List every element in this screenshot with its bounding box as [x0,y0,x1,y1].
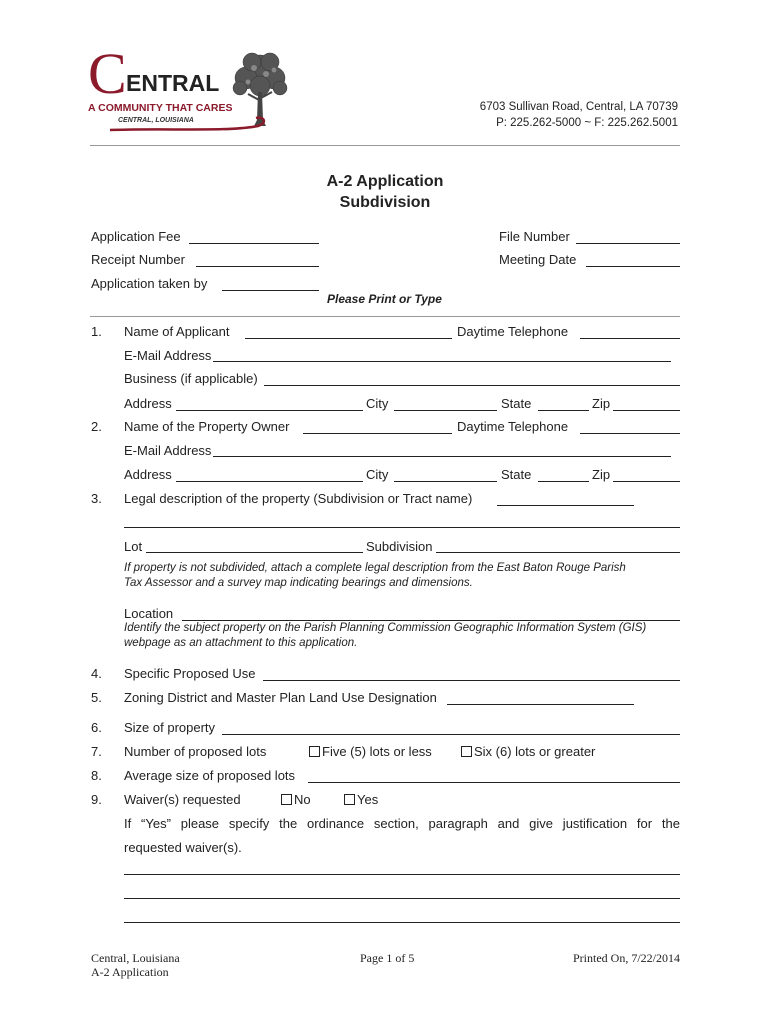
waiver-yes-label: Yes [357,792,379,807]
legal-note-2: Tax Assessor and a survey map indicating bearings and dimensions. [124,577,473,589]
receipt-number-field[interactable] [196,266,319,267]
application-fee-field[interactable] [189,243,319,244]
owner-address-field[interactable] [176,481,363,482]
applicant-city-label: City [366,396,389,411]
applicant-phone-field[interactable] [580,338,680,339]
waiver-justification-line-1[interactable] [124,874,680,875]
waiver-justification-line-3[interactable] [124,922,680,923]
five-lots-label: Five (5) lots or less [322,744,432,759]
owner-zip-field[interactable] [613,481,680,482]
file-number-field[interactable] [576,243,680,244]
footer-page-number: Page 1 of 5 [360,951,415,965]
specific-use-label: Specific Proposed Use [124,666,256,681]
six-lots-label: Six (6) lots or greater [474,744,596,759]
six-lots-option[interactable] [461,744,595,760]
applicant-zip-field[interactable] [613,410,680,411]
footer-printed-on: Printed On, 7/22/2014 [573,951,680,965]
applicant-address-field[interactable] [176,410,363,411]
location-note-2: webpage as an attachment to this application. [124,637,358,649]
owner-state-label: State [501,467,532,482]
item-number: 3. [91,491,102,506]
logo-big-letter: C [88,41,127,106]
waiver-yes-option[interactable] [344,792,378,808]
owner-state-field[interactable] [538,481,589,482]
meeting-date-label: Meeting Date [499,252,577,267]
avg-size-field[interactable] [308,782,680,783]
legal-description-label: Legal description of the property (Subdivision or Tract name) [124,491,473,506]
location-label: Location [124,606,174,621]
num-lots-label: Number of proposed lots [124,744,267,759]
header-phone-fax: P: 225.262-5000 ~ F: 225.262.5001 [496,117,678,129]
waiver-instructions: If “Yes” please specify the ordinance section, paragraph and give justification for the [124,816,680,831]
avg-size-label: Average size of proposed lots [124,768,296,783]
five-lots-option[interactable] [309,744,432,760]
waiver-no-checkbox[interactable] [281,794,292,805]
item-number: 6. [91,720,102,735]
waiver-label: Waiver(s) requested [124,792,241,807]
file-number-label: File Number [499,229,570,244]
applicant-name-label: Name of Applicant [124,324,230,339]
applicant-state-field[interactable] [538,410,589,411]
legal-description-field-2[interactable] [124,527,680,528]
five-lots-checkbox[interactable] [309,746,320,757]
logo-word: ENTRAL [126,70,220,96]
footer-location: Central, Louisiana [91,951,180,965]
page-title: A-2 Application [326,173,444,190]
owner-name-label: Name of the Property Owner [124,419,290,434]
zoning-label: Zoning District and Master Plan Land Use Designation [124,690,437,705]
owner-city-label: City [366,467,389,482]
print-note: Please Print or Type [327,292,442,306]
legal-note: If property is not subdivided, attach a complete legal description from the East Baton Rouge Parish [124,562,626,574]
applicant-phone-label: Daytime Telephone [457,324,569,339]
header-divider [90,145,680,146]
applicant-email-label: E-Mail Address [124,348,212,363]
item-number: 9. [91,792,102,807]
header-address: 6703 Sullivan Road, Central, LA 70739 [479,101,678,113]
taken-by-field[interactable] [222,290,319,291]
owner-phone-field[interactable] [580,433,680,434]
subdivision-label: Subdivision [366,539,433,554]
page-subtitle: Subdivision [339,194,431,211]
applicant-name-field[interactable] [245,338,452,339]
applicant-city-field[interactable] [394,410,497,411]
taken-by-label: Application taken by [91,276,208,291]
applicant-zip-label: Zip [592,396,611,411]
section-divider [90,316,680,317]
business-label: Business (if applicable) [124,371,258,386]
waiver-yes-checkbox[interactable] [344,794,355,805]
legal-description-field[interactable] [497,505,634,506]
item-number: 1. [91,324,102,339]
logo-swoosh [108,110,278,134]
size-label: Size of property [124,720,216,735]
waiver-instructions-2: requested waiver(s). [124,840,242,855]
lot-label: Lot [124,539,143,554]
logo-subline: CENTRAL, LOUISIANA [118,117,194,124]
waiver-justification-line-2[interactable] [124,898,680,899]
item-number: 5. [91,690,102,705]
item-number: 4. [91,666,102,681]
subdivision-field[interactable] [436,552,680,553]
owner-zip-label: Zip [592,467,611,482]
business-field[interactable] [264,385,680,386]
meeting-date-field[interactable] [586,266,680,267]
zoning-field[interactable] [447,704,634,705]
location-note: Identify the subject property on the Parish Planning Commission Geographic Information System (GIS) [124,622,647,634]
item-number: 8. [91,768,102,783]
size-field[interactable] [222,734,680,735]
six-lots-checkbox[interactable] [461,746,472,757]
owner-email-label: E-Mail Address [124,443,212,458]
owner-city-field[interactable] [394,481,497,482]
waiver-no-option[interactable] [281,792,311,808]
owner-address-label: Address [124,467,172,482]
applicant-state-label: State [501,396,532,411]
receipt-number-label: Receipt Number [91,252,185,267]
applicant-address-label: Address [124,396,172,411]
specific-use-field[interactable] [263,680,680,681]
applicant-email-field[interactable] [213,361,671,362]
owner-phone-label: Daytime Telephone [457,419,569,434]
waiver-no-label: No [294,792,311,807]
logo-tagline: A COMMUNITY THAT CARES [88,102,233,114]
item-number: 2. [91,419,102,434]
item-number: 7. [91,744,102,759]
owner-name-field[interactable] [303,433,452,434]
application-fee-label: Application Fee [91,229,181,244]
lot-field[interactable] [146,552,363,553]
footer-form-name: A-2 Application [91,965,169,979]
owner-email-field[interactable] [213,456,671,457]
logo [88,41,288,138]
